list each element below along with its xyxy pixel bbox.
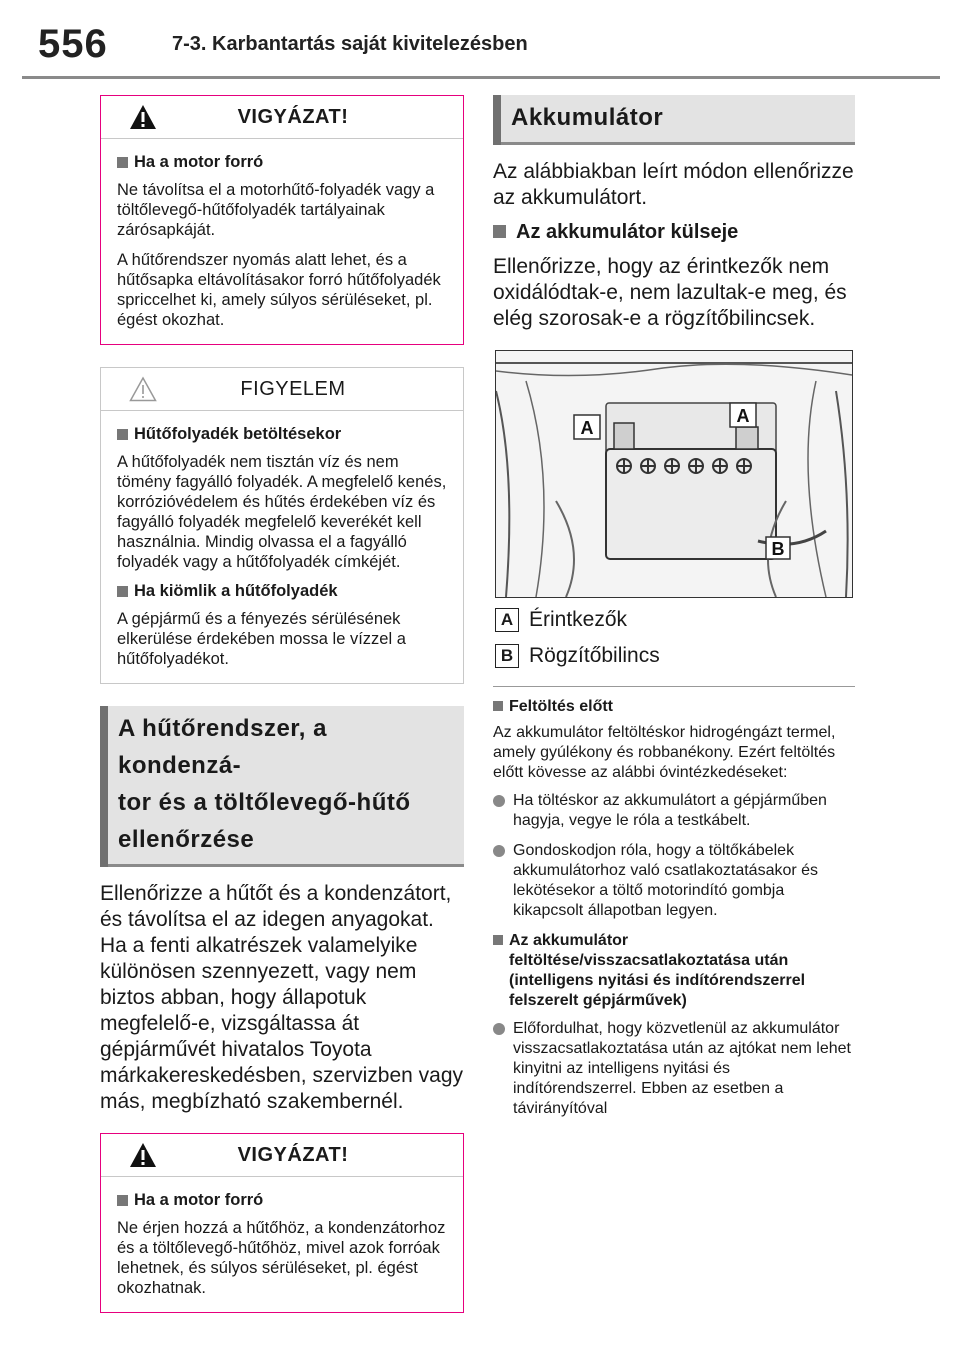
notice-paragraph: A hűtőfolyadék nem tisztán víz és nem tömény fagyálló folyadék. A megfelelő kenés, korrózióvédelem és hűtés érdekében víz és fagyálló folyadék megfelelő keverékét kell használnia. Mindig olvassa el a fagyálló folyadék vagy a hűtőfolyadék címkéjét. bbox=[117, 453, 447, 571]
right-column bbox=[493, 95, 855, 1129]
square-bullet-icon bbox=[493, 225, 506, 238]
legend-key: B bbox=[495, 644, 519, 668]
warning-title: VIGYÁZAT! bbox=[237, 1143, 349, 1166]
battery-exterior-subheading: Az akkumulátor külseje bbox=[493, 221, 855, 244]
square-bullet-icon bbox=[117, 157, 128, 168]
warning-box-header bbox=[101, 96, 463, 139]
square-bullet-icon bbox=[117, 1195, 128, 1206]
section-title: 7-3. Karbantartás saját kivitelezésben bbox=[172, 33, 528, 55]
warning-title: VIGYÁZAT! bbox=[237, 105, 349, 128]
list-item: Előfordulhat, hogy közvetlenül az akkumulátor visszacsatlakoztatása után az ajtókat nem lehet kinyitni az intelligens nyitási és indítórendszerrel. Ebben az esetben a távirányítóval bbox=[493, 1019, 855, 1119]
warning-paragraph: A hűtőrendszer nyomás alatt lehet, és a hűtősapka eltávolításakor forró hűtőfolyadék spriccelhet ki, amely súlyos sérüléseket, pl. égést okozhat. bbox=[117, 251, 441, 329]
notice-triangle-icon bbox=[129, 376, 157, 402]
warning-box-hot-engine bbox=[100, 95, 464, 345]
notice-box-coolant bbox=[100, 367, 464, 684]
warning-box-header bbox=[101, 1134, 463, 1177]
square-bullet-icon bbox=[117, 429, 128, 440]
cooling-system-text: Ellenőrizze a hűtőt és a kondenzátort, és távolítsa el az idegen anyagokat. Ha a fenti alkatrészek valamelyike különösen szennyezett, vagy nem biztos abban, hogy állapotuk megfelelő-e, vizsgáltassa át gépjárművét hivatalos Toyota márkakereskedésben, szervizben vagy más, megbízható szakembernél. bbox=[100, 882, 464, 1113]
photo-label-b: B bbox=[771, 539, 785, 559]
round-bullet-icon bbox=[493, 795, 505, 807]
battery-photo bbox=[495, 350, 853, 598]
page-number: 556 bbox=[38, 22, 108, 66]
page-header bbox=[0, 0, 960, 80]
before-charging-text: Az akkumulátor feltöltéskor hidrogéngázt termel, amely gyúlékony és robbanékony. Ezért feltöltés előtt kövesse az alábbi óvintézkedéseket: bbox=[493, 724, 836, 781]
warning-box-hot-radiator bbox=[100, 1133, 464, 1313]
battery-exterior-text: Ellenőrizze, hogy az érintkezők nem oxidálódtak-e, nem lazultak-e meg, és elég szorosak-e a rögzítőbilincsek. bbox=[493, 255, 847, 330]
square-bullet-icon bbox=[493, 701, 503, 711]
warning-subheading: Ha a motor forró bbox=[117, 1191, 449, 1210]
warning-triangle-icon bbox=[129, 104, 157, 130]
list-item: Ha töltéskor az akkumulátort a gépjárműben hagyja, vegye le róla a testkábelt. bbox=[493, 791, 855, 831]
notice-title: FIGYELEM bbox=[240, 377, 346, 400]
square-bullet-icon bbox=[493, 935, 503, 945]
photo-label-a: A bbox=[736, 406, 750, 426]
battery-illustration bbox=[496, 351, 852, 597]
round-bullet-icon bbox=[493, 845, 505, 857]
battery-intro: Az alábbiakban leírt módon ellenőrizze az akkumulátort. bbox=[493, 160, 854, 209]
warning-subheading: Ha a motor forró bbox=[117, 153, 449, 172]
list-item: Gondoskodjon róla, hogy a töltőkábelek akkumulátorhoz való csatlakoztatásakor és lekötésekor a töltő motorindító gombja kikapcsolt állapotban legyen. bbox=[493, 841, 855, 921]
legend-key: A bbox=[495, 608, 519, 632]
legend-label: Rögzítőbilincs bbox=[529, 644, 660, 667]
after-charging-subheading: Az akkumulátor feltöltése/visszacsatlakoztatása után (intelligens nyitási és indítórendszerrel felszerelt gépjárművek) bbox=[493, 931, 855, 1011]
notice-paragraph: A gépjármű és a fényezés sérülésének elkerülése érdekében mossa le vízzel a hűtőfolyadékot. bbox=[117, 610, 406, 668]
notice-box-header bbox=[101, 368, 463, 411]
photo-label-a: A bbox=[580, 418, 594, 438]
square-bullet-icon bbox=[117, 586, 128, 597]
warning-paragraph: Ne érjen hozzá a hűtőhöz, a kondenzátorhoz és a töltőlevegő-hűtőhöz, mivel azok forróak lehetnek, és súlyos sérüléseket, pl. égést okozhatnak. bbox=[117, 1219, 446, 1297]
battery-heading: Akkumulátor bbox=[493, 95, 855, 145]
round-bullet-icon bbox=[493, 1023, 505, 1035]
legend-item bbox=[495, 608, 855, 632]
legend-label: Érintkezők bbox=[529, 608, 628, 631]
notice-subheading: Hűtőfolyadék betöltésekor bbox=[117, 425, 449, 444]
warning-paragraph: Ne távolítsa el a motorhűtő-folyadék vagy a töltőlevegő-hűtőfolyadék tartályainak zárósapkáját. bbox=[117, 181, 435, 239]
cooling-system-heading: A hűtőrendszer, a kondenzá- tor és a töltőlevegő-hűtő ellenőrzése bbox=[100, 706, 464, 867]
legend-item bbox=[495, 644, 855, 668]
warning-triangle-icon bbox=[129, 1142, 157, 1168]
divider bbox=[493, 686, 855, 687]
notice-subheading: Ha kiömlik a hűtőfolyadék bbox=[117, 582, 449, 601]
before-charging-subheading: Feltöltés előtt bbox=[493, 697, 855, 717]
header-rule bbox=[22, 76, 940, 79]
left-column bbox=[100, 95, 464, 1335]
